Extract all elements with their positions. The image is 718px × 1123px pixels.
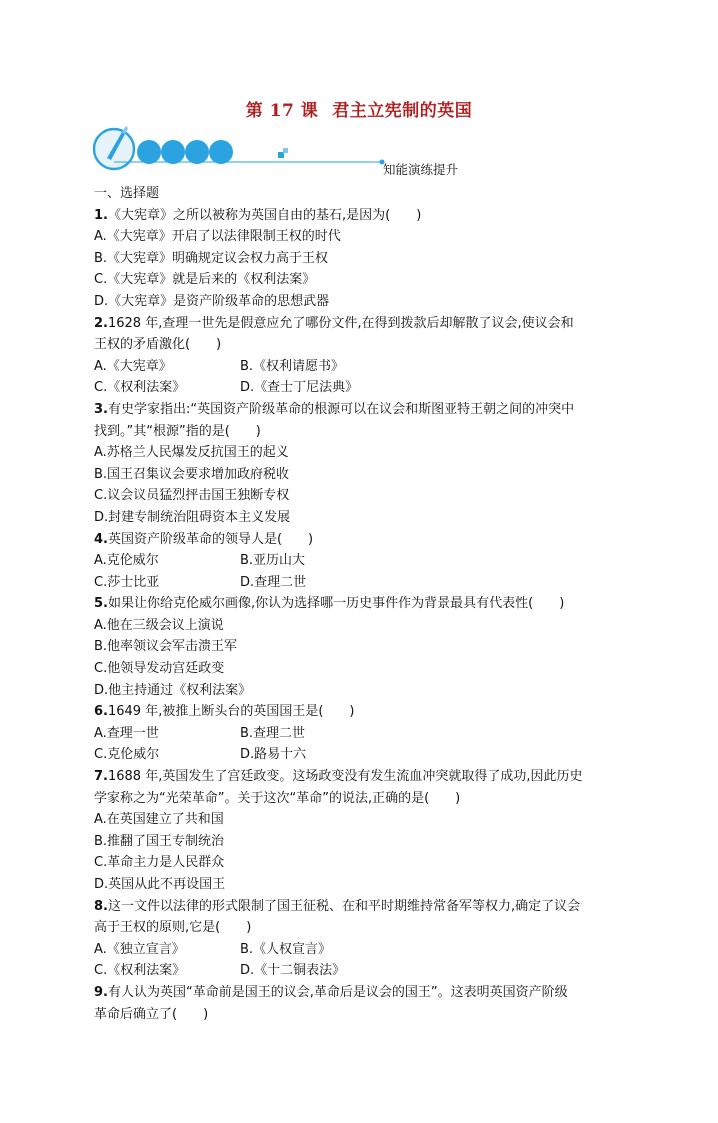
banner-dot-2 bbox=[161, 140, 185, 164]
q4-options-row1 bbox=[94, 550, 634, 572]
q2-option-c: C.《权利法案》 bbox=[94, 380, 186, 396]
question-7-cont: 学家称之为“光荣革命”。关于这次“革命”的说法,正确的是( ) bbox=[94, 790, 461, 806]
q5-option-d: D.他主持通过《权利法案》 bbox=[94, 682, 252, 698]
q6-options-row1 bbox=[94, 723, 634, 745]
q4-option-c: C.莎士比亚 bbox=[94, 574, 160, 590]
question-list bbox=[94, 183, 634, 1025]
q5-option-b: B.他率领议会军击溃王军 bbox=[94, 639, 238, 655]
banner-dot-3 bbox=[185, 140, 209, 164]
q2-option-d: D.《查士丁尼法典》 bbox=[240, 380, 359, 396]
question-3: 3.有史学家指出:“英国资产阶级革命的根源可以在议会和斯图亚特王朝之间的冲突中 bbox=[94, 401, 575, 417]
question-8-cont: 高于王权的原则,它是( ) bbox=[94, 920, 252, 936]
q1-option-b: B.《大宪章》明确规定议会权力高于王权 bbox=[94, 250, 329, 266]
q8-option-a: A.《独立宣言》 bbox=[94, 941, 185, 957]
q4-option-b: B.亚历山大 bbox=[240, 553, 306, 569]
question-9-cont: 革命后确立了( ) bbox=[94, 1006, 209, 1022]
question-1: 1.《大宪章》之所以被称为英国自由的基石,是因为( ) bbox=[94, 207, 422, 223]
q3-option-a: A.苏格兰人民爆发反抗国王的起义 bbox=[94, 445, 289, 461]
q7-option-b: B.推翻了国王专制统治 bbox=[94, 833, 225, 849]
q1-option-c: C.《大宪章》就是后来的《权利法案》 bbox=[94, 272, 316, 288]
lesson-number: 第 17 课 bbox=[245, 101, 319, 121]
banner-square-2 bbox=[283, 148, 288, 153]
question-9: 9.有人认为英国“革命前是国王的议会,革命后是议会的国王”。这表明英国资产阶级 bbox=[94, 984, 568, 1000]
q3-option-b: B.国王召集议会要求增加政府税收 bbox=[94, 466, 290, 482]
q4-option-d: D.查理二世 bbox=[240, 574, 307, 590]
q8-option-d: D.《十二铜表法》 bbox=[240, 963, 346, 979]
banner-label: 知能演练提升 bbox=[383, 162, 459, 177]
q1-option-d: D.《大宪章》是资产阶级革命的思想武器 bbox=[94, 293, 330, 309]
question-5: 5.如果让你给克伦威尔画像,你认为选择哪一历史事件作为背景最具有代表性( ) bbox=[94, 596, 565, 612]
q2-options-row2 bbox=[94, 377, 634, 399]
page-title bbox=[0, 96, 718, 121]
q6-option-b: B.查理二世 bbox=[240, 725, 306, 741]
q2-option-a: A.《大宪章》 bbox=[94, 358, 172, 374]
question-8: 8.这一文件以法律的形式限制了国王征税、在和平时期维持常备军等权力,确定了议会 bbox=[94, 898, 581, 914]
question-6: 6.1649 年,被推上断头台的英国国王是( ) bbox=[94, 704, 355, 720]
q7-option-a: A.在英国建立了共和国 bbox=[94, 812, 224, 828]
q3-option-d: D.封建专制统治阻碍资本主义发展 bbox=[94, 509, 291, 525]
q8-option-b: B.《人权宣言》 bbox=[240, 941, 332, 957]
question-2-cont: 王权的矛盾激化( ) bbox=[94, 337, 222, 353]
q8-options-row2 bbox=[94, 960, 634, 982]
section-heading: 一、选择题 bbox=[94, 186, 160, 201]
q6-option-c: C.克伦威尔 bbox=[94, 747, 160, 763]
question-7: 7.1688 年,英国发生了宫廷政变。这场政变没有发生流血冲突就取得了成功,因此历史 bbox=[94, 769, 583, 785]
banner-dot-1 bbox=[137, 140, 161, 164]
q6-option-d: D.路易十六 bbox=[240, 747, 307, 763]
q1-option-a: A.《大宪章》开启了以法律限制王权的时代 bbox=[94, 229, 341, 245]
q6-option-a: A.查理一世 bbox=[94, 725, 159, 741]
q2-option-b: B.《权利请愿书》 bbox=[240, 358, 345, 374]
lesson-title: 君主立宪制的英国 bbox=[332, 101, 473, 121]
q7-option-d: D.英国从此不再设国王 bbox=[94, 877, 226, 892]
q2-options-row1 bbox=[94, 356, 634, 378]
question-4: 4.英国资产阶级革命的领导人是( ) bbox=[94, 531, 314, 547]
q5-option-a: A.他在三级会议上演说 bbox=[94, 617, 224, 633]
q6-options-row2 bbox=[94, 744, 634, 766]
banner-dot-4 bbox=[209, 140, 233, 164]
q5-option-c: C.他领导发动宫廷政变 bbox=[94, 661, 225, 677]
q8-options-row1 bbox=[94, 939, 634, 961]
question-2: 2.1628 年,查理一世先是假意应允了哪份文件,在得到拨款后却解散了议会,使议会和 bbox=[94, 315, 574, 331]
q4-option-a: A.克伦威尔 bbox=[94, 553, 159, 569]
q4-options-row2 bbox=[94, 572, 634, 594]
question-3-cont: 找到。”其“根源”指的是( ) bbox=[94, 423, 261, 439]
q8-option-c: C.《权利法案》 bbox=[94, 963, 186, 979]
q7-option-c: C.革命主力是人民群众 bbox=[94, 855, 225, 871]
q3-option-c: C.议会议员猛烈抨击国王独断专权 bbox=[94, 488, 290, 504]
